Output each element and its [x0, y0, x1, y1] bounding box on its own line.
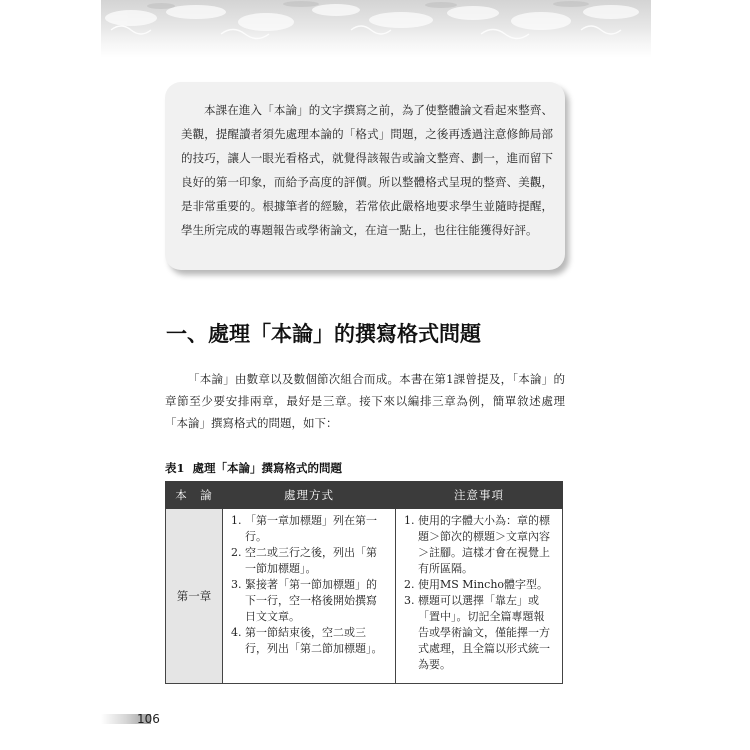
table-row [166, 509, 563, 684]
header-notes: 注意事項 [396, 482, 563, 509]
table-caption-title: 處理「本論」撰寫格式的問題 [192, 461, 343, 475]
method-list [223, 513, 395, 657]
note-item: 3. 標題可以選擇「靠左」或「置中」。切記全篇專題報告或學術論文，僅能擇一方式處理，且全篇以形式統一為要。 [418, 593, 554, 673]
method-item: 2. 空二或三行之後，列出「第一節加標題」。 [245, 545, 387, 577]
header-method: 處理方式 [223, 482, 396, 509]
note-item: 1. 使用的字體大小為：章的標題＞節次的標題＞文章內容＞註腳。這樣才會在視覺上有所區隔。 [418, 513, 554, 577]
method-cell [223, 509, 396, 684]
row-label: 第一章 [166, 509, 223, 684]
table-caption [165, 460, 342, 476]
cloud-pattern-decoration [101, 0, 651, 58]
method-item: 3. 緊接著「第一節加標題」的下一行，空一格後開始撰寫日文文章。 [245, 577, 387, 625]
method-item: 1. 「第一章加標題」列在第一行。 [245, 513, 387, 545]
note-item: 2. 使用MS Mincho體字型。 [418, 577, 554, 593]
method-item: 4. 第一節結束後，空二或三行，列出「第二節加標題」。 [245, 625, 387, 657]
notes-cell [396, 509, 563, 684]
header-main-body: 本 論 [166, 482, 223, 509]
book-page [101, 0, 651, 750]
body-paragraph: 「本論」由數章以及數個節次組合而成。本書在第1課曾提及，「本論」的章節至少要安排兩章，最好是三章。接下來以編排三章為例，簡單敘述處理「本論」撰寫格式的問題，如下： [165, 372, 565, 430]
decorative-header-banner [101, 0, 651, 58]
intro-paragraph: 本課在進入「本論」的文字撰寫之前，為了使整體論文看起來整齊、美觀，提醒讀者須先處理本論的「格式」問題，之後再透過注意修飾局部的技巧，讓人一眼光看格式，就覺得該報告或論文整齊、劃一，進而留下良好的第一印象，而給予高度的評價。所以整體格式呈現的整齊、美觀，是非常重要的。根據筆者的經驗，若常依此嚴格地要求學生並隨時提醒，學生所完成的專題報告或學術論文，在這一點上，也往往能獲得好評。 [181, 103, 553, 237]
table-header-row [166, 482, 563, 509]
section-heading: 一、處理「本論」的撰寫格式問題 [166, 321, 481, 346]
page-number: 106 [137, 712, 160, 726]
notes-list [396, 513, 562, 673]
format-table [165, 481, 563, 684]
table-caption-number: 表1 [165, 461, 185, 475]
